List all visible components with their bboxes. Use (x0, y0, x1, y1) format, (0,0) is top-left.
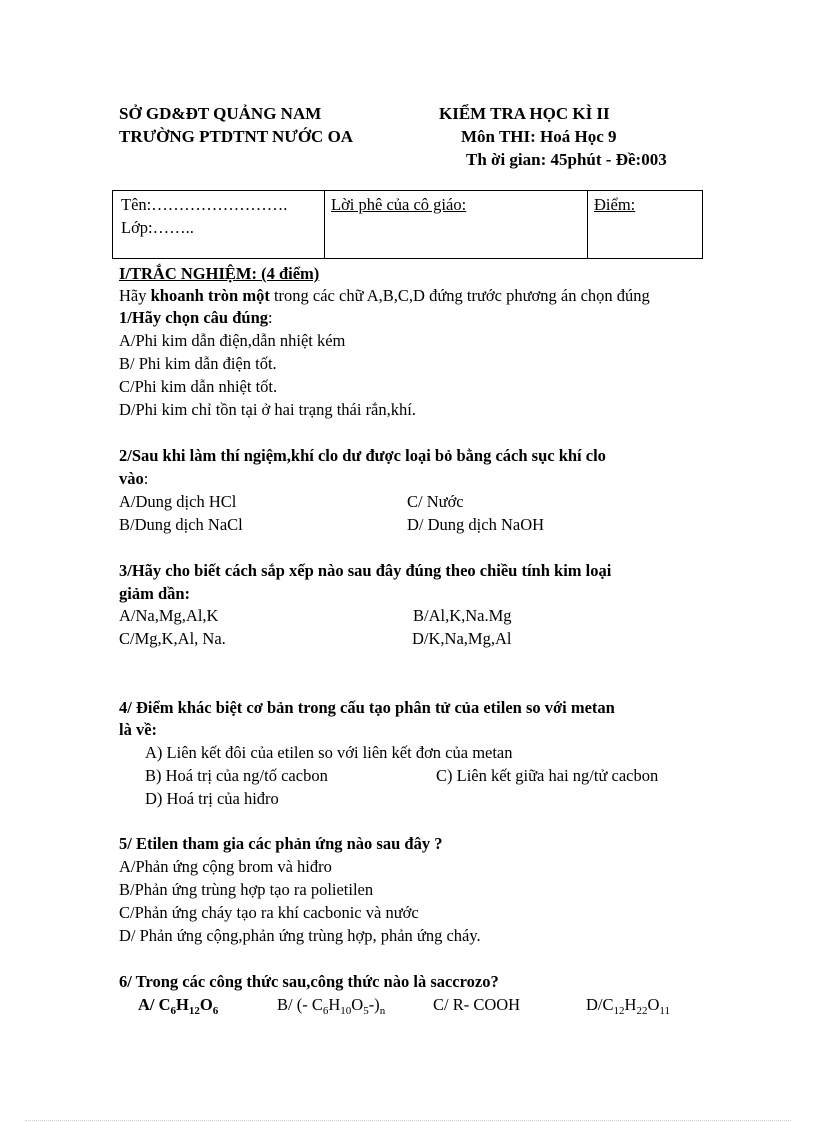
q6-option-c[interactable]: C/ R- COOH (433, 995, 521, 1014)
q3-title-line1: 3/Hãy cho biết cách sắp xếp nào sau đây đúng theo chiều tính kim loại (119, 561, 612, 580)
q5-option-c[interactable]: C/Phản ứng cháy tạo ra khí cacbonic và nước (119, 903, 419, 922)
q5-title: 5/ Etilen tham gia các phản ứng nào sau đây ? (119, 834, 443, 853)
q4-option-c[interactable]: C) Liên kết giữa hai ng/tử cacbon (436, 766, 659, 785)
q4-title-line1: 4/ Điểm khác biệt cơ bản trong cấu tạo phân tử của etilen so với metan (119, 698, 615, 717)
subject-line: Môn THI: Hoá Học 9 (461, 127, 617, 146)
q5-option-d[interactable]: D/ Phản ứng cộng,phản ứng trùng hợp, phản ứng cháy. (119, 926, 481, 945)
q6-option-d[interactable]: $D/C_{12}H_{22}O_{11}$ (586, 995, 670, 1017)
q1-option-b[interactable]: B/ Phi kim dẫn điện tốt. (119, 354, 277, 373)
q4-title-line2: là về: (119, 720, 158, 739)
q3-option-a[interactable]: A/Na,Mg,Al,K (119, 606, 219, 625)
q1-option-d[interactable]: D/Phi kim chỉ tồn tại ở hai trạng thái rắn,khí. (119, 400, 416, 419)
q2-title-line1: 2/Sau khi làm thí ngiệm,khí clo dư được loại bỏ bằng cách sục khí clo (119, 446, 606, 465)
name-field[interactable]: Tên:……………………. (121, 195, 288, 214)
school-name: TRƯỜNG PTDTNT NƯỚC OA (119, 127, 354, 146)
q6-option-b[interactable]: B/ (- $C_6H_{10}O_5-)_n$ (277, 995, 386, 1017)
q5-option-b[interactable]: B/Phản ứng trùng hợp tạo ra polietilen (119, 880, 374, 899)
section-title: I/TRẮC NGHIỆM: (4 điểm) (119, 264, 320, 283)
q1-option-a[interactable]: A/Phi kim dẫn điện,dẫn nhiệt kém (119, 331, 346, 350)
department-name: SỞ GD&ĐT QUẢNG NAM (119, 104, 322, 123)
q4-option-a[interactable]: A) Liên kết đôi của etilen so với liên kết đơn của metan (145, 743, 513, 762)
score-label: Điểm: (594, 195, 636, 214)
q1-title: 1/Hãy chọn câu đúng: (119, 308, 273, 327)
page-bottom-divider (25, 1120, 791, 1121)
q1-option-c[interactable]: C/Phi kim dẫn nhiệt tốt. (119, 377, 278, 396)
q2-option-a[interactable]: A/Dung dịch HCl (119, 492, 237, 511)
q2-option-d[interactable]: D/ Dung dịch NaOH (407, 515, 545, 534)
section-instruction: Hãy khoanh tròn một trong các chữ A,B,C,D đứng trước phương án chọn đúng (119, 286, 650, 305)
q3-title-line2: giảm dần: (119, 584, 191, 603)
q2-option-c[interactable]: C/ Nước (407, 492, 464, 511)
student-info-box (112, 190, 703, 259)
q5-option-a[interactable]: A/Phản ứng cộng brom và hiđro (119, 857, 332, 876)
time-code-line: Th ời gian: 45phút - Đề:003 (466, 150, 667, 169)
q2-title-line2: vào: (119, 469, 149, 488)
exam-title: KIỂM TRA HỌC KÌ II (439, 104, 610, 123)
q4-option-d[interactable]: D) Hoá trị của hiđro (145, 789, 279, 808)
q6-option-a[interactable]: A/ $C_6H_{12}O_6$ (138, 995, 219, 1017)
q4-option-b[interactable]: B) Hoá trị của ng/tố cacbon (145, 766, 328, 785)
q3-option-b[interactable]: B/Al,K,Na.Mg (413, 606, 512, 625)
q6-title: 6/ Trong các công thức sau,công thức nào là saccrozo? (119, 972, 499, 991)
q3-option-d[interactable]: D/K,Na,Mg,Al (412, 629, 512, 648)
q3-option-c[interactable]: C/Mg,K,Al, Na. (119, 629, 226, 648)
teacher-comment-label: Lời phê của cô giáo: (331, 195, 467, 214)
q2-option-b[interactable]: B/Dung dịch NaCl (119, 515, 243, 534)
class-field[interactable]: Lớp:…….. (121, 218, 194, 237)
